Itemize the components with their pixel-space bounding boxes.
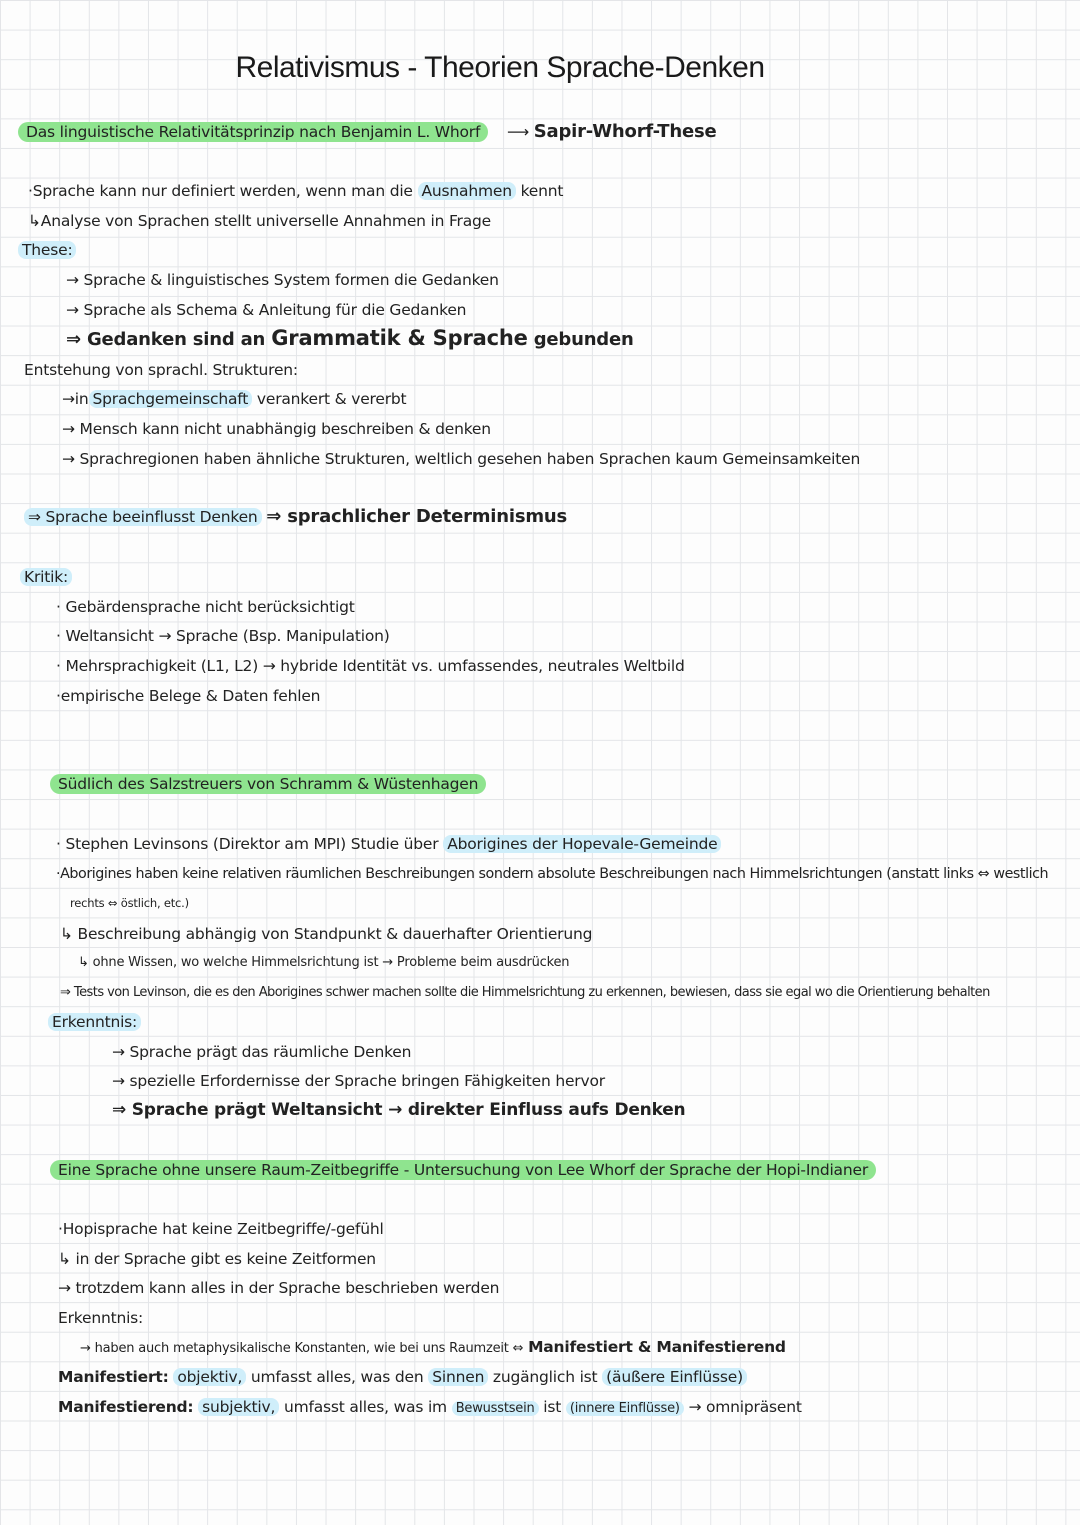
manifestierend-innere: (innere Einflüsse) xyxy=(566,1401,684,1416)
s2-line-6: ⇒ Tests von Levinson, die es den Aborigines schwer machen sollte die Himmelsrichtung zu erkennen, bewiesen, dass sie egal wo die Orientierung behalten xyxy=(60,985,990,1000)
s3-erkenntnis-label: Erkenntnis: xyxy=(58,1309,144,1327)
these-3-mid: Grammatik & Sprache xyxy=(271,326,528,350)
manifestiert-mid: umfasst alles, was den xyxy=(250,1368,424,1386)
manifestiert-label: Manifestiert: xyxy=(58,1368,169,1386)
s2-erkenntnis-2: → spezielle Erfordernisse der Sprache bringen Fähigkeiten hervor xyxy=(112,1072,605,1090)
entstehung-3: → Sprachregionen haben ähnliche Strukturen, weltlich gesehen haben Sprachen kaum Gemeinsamkeiten xyxy=(62,450,861,468)
manifestierend-end: → omnipräsent xyxy=(688,1398,802,1416)
s2-erkenntnis-3: ⇒ Sprache prägt Weltansicht → direkter Einfluss aufs Denken xyxy=(112,1100,686,1120)
manifestierend-mid: umfasst alles, was im xyxy=(283,1398,447,1416)
manifestiert-line xyxy=(58,1367,747,1387)
s2-line-1 xyxy=(56,834,721,854)
s1-l1-text: ·Sprache kann nur definiert werden, wenn man die xyxy=(28,182,413,200)
kritik-label: Kritik: xyxy=(20,568,72,586)
s1-line-2: ↳Analyse von Sprachen stellt universelle Annahmen in Frage xyxy=(28,212,491,230)
section1-heading-line xyxy=(18,122,717,142)
s1-line-1 xyxy=(28,181,563,201)
kritik-3: · Mehrsprachigkeit (L1, L2) → hybride Identität vs. umfassendes, neutrales Weltbild xyxy=(56,657,685,675)
ent1-highlight: Sprachgemeinschaft xyxy=(89,390,253,408)
section2-heading: Südlich des Salzstreuers von Schramm & Wüstenhagen xyxy=(50,774,486,794)
page-title: Relativismus - Theorien Sprache-Denken xyxy=(235,51,765,84)
these-1: → Sprache & linguistisches System formen die Gedanken xyxy=(66,271,499,289)
kritik-1: · Gebärdensprache nicht berücksichtigt xyxy=(56,598,355,616)
entstehung-1 xyxy=(62,389,406,409)
s1-l1-end: kennt xyxy=(520,182,564,200)
manifestiert-objektiv: objektiv, xyxy=(173,1368,246,1386)
manifestierend-bewusstsein: Bewusstsein xyxy=(452,1401,539,1416)
section3-heading-line xyxy=(50,1160,876,1180)
s3-erkenntnis-1 xyxy=(80,1337,786,1359)
conclusion-determinismus: ⇒ sprachlicher Determinismus xyxy=(266,506,568,527)
s2-line-2: ·Aborigines haben keine relativen räumlichen Beschreibungen sondern absolute Beschreibungen nach Himmelsrichtungen (anstatt links ⇔ westlich xyxy=(56,866,1049,882)
s2-l1-text: · Stephen Levinsons (Direktor am MPI) Studie über xyxy=(56,835,439,853)
these-3 xyxy=(66,328,634,350)
entstehung-label: Entstehung von sprachl. Strukturen: xyxy=(24,361,298,379)
s3-e1-bold: Manifestiert & Manifestierend xyxy=(528,1338,786,1356)
manifestiert-post: zugänglich ist xyxy=(492,1368,598,1386)
s2-erkenntnis-label: Erkenntnis: xyxy=(48,1013,141,1031)
s2-line-4: ↳ Beschreibung abhängig von Standpunkt & dauerhafter Orientierung xyxy=(60,925,593,943)
section1-heading: Das linguistische Relativitätsprinzip nach Benjamin L. Whorf xyxy=(18,122,488,142)
kritik-4: ·empirische Belege & Daten fehlen xyxy=(56,687,321,705)
arrow-icon: ⟶ xyxy=(506,123,530,141)
manifestierend-line xyxy=(58,1397,802,1419)
s1-conclusion xyxy=(24,507,567,527)
entstehung-2: → Mensch kann nicht unabhängig beschreiben & denken xyxy=(62,420,491,438)
these-3-post: gebunden xyxy=(533,329,634,350)
s3-line-1: ·Hopisprache hat keine Zeitbegriffe/-gefühl xyxy=(58,1220,384,1238)
manifestiert-aeussere: (äußere Einflüsse) xyxy=(602,1368,747,1386)
kritik-label-line xyxy=(20,567,72,587)
s2-erkenntnis-line xyxy=(48,1012,141,1032)
ent1-pre: →in xyxy=(62,390,89,408)
s2-line-3: rechts ⇔ östlich, etc.) xyxy=(70,896,189,910)
ent1-post: verankert & vererbt xyxy=(256,390,407,408)
these-3-pre: ⇒ Gedanken sind an xyxy=(66,329,266,350)
s2-line-5: ↳ ohne Wissen, wo welche Himmelsrichtung ist → Probleme beim ausdrücken xyxy=(78,955,570,970)
these-label-line xyxy=(18,240,76,260)
manifestierend-label: Manifestierend: xyxy=(58,1398,194,1416)
kritik-2: · Weltansicht → Sprache (Bsp. Manipulation) xyxy=(56,627,390,645)
s3-line-3: → trotzdem kann alles in der Sprache beschrieben werden xyxy=(58,1279,500,1297)
manifestiert-sinnen: Sinnen xyxy=(428,1368,488,1386)
s2-l1-highlight: Aborigines der Hopevale-Gemeinde xyxy=(443,835,721,853)
these-2: → Sprache als Schema & Anleitung für die Gedanken xyxy=(66,301,467,319)
s3-line-2: ↳ in der Sprache gibt es keine Zeitformen xyxy=(58,1250,376,1268)
section3-heading: Eine Sprache ohne unsere Raum-Zeitbegriffe - Untersuchung von Lee Whorf der Sprache der Hopi-Indianer xyxy=(50,1160,876,1180)
s2-erkenntnis-1: → Sprache prägt das räumliche Denken xyxy=(112,1043,412,1061)
section2-heading-line xyxy=(50,774,486,794)
sapir-whorf-these: Sapir-Whorf-These xyxy=(533,121,717,142)
manifestierend-post: ist xyxy=(543,1398,562,1416)
manifestierend-subjektiv: subjektiv, xyxy=(198,1398,279,1416)
these-label: These: xyxy=(18,241,76,259)
s3-e1-pre: → haben auch metaphysikalische Konstanten, wie bei uns Raumzeit ⇔ xyxy=(80,1341,524,1356)
conclusion-highlight: ⇒ Sprache beeinflusst Denken xyxy=(24,508,262,526)
s1-l1-highlight: Ausnahmen xyxy=(418,182,516,200)
